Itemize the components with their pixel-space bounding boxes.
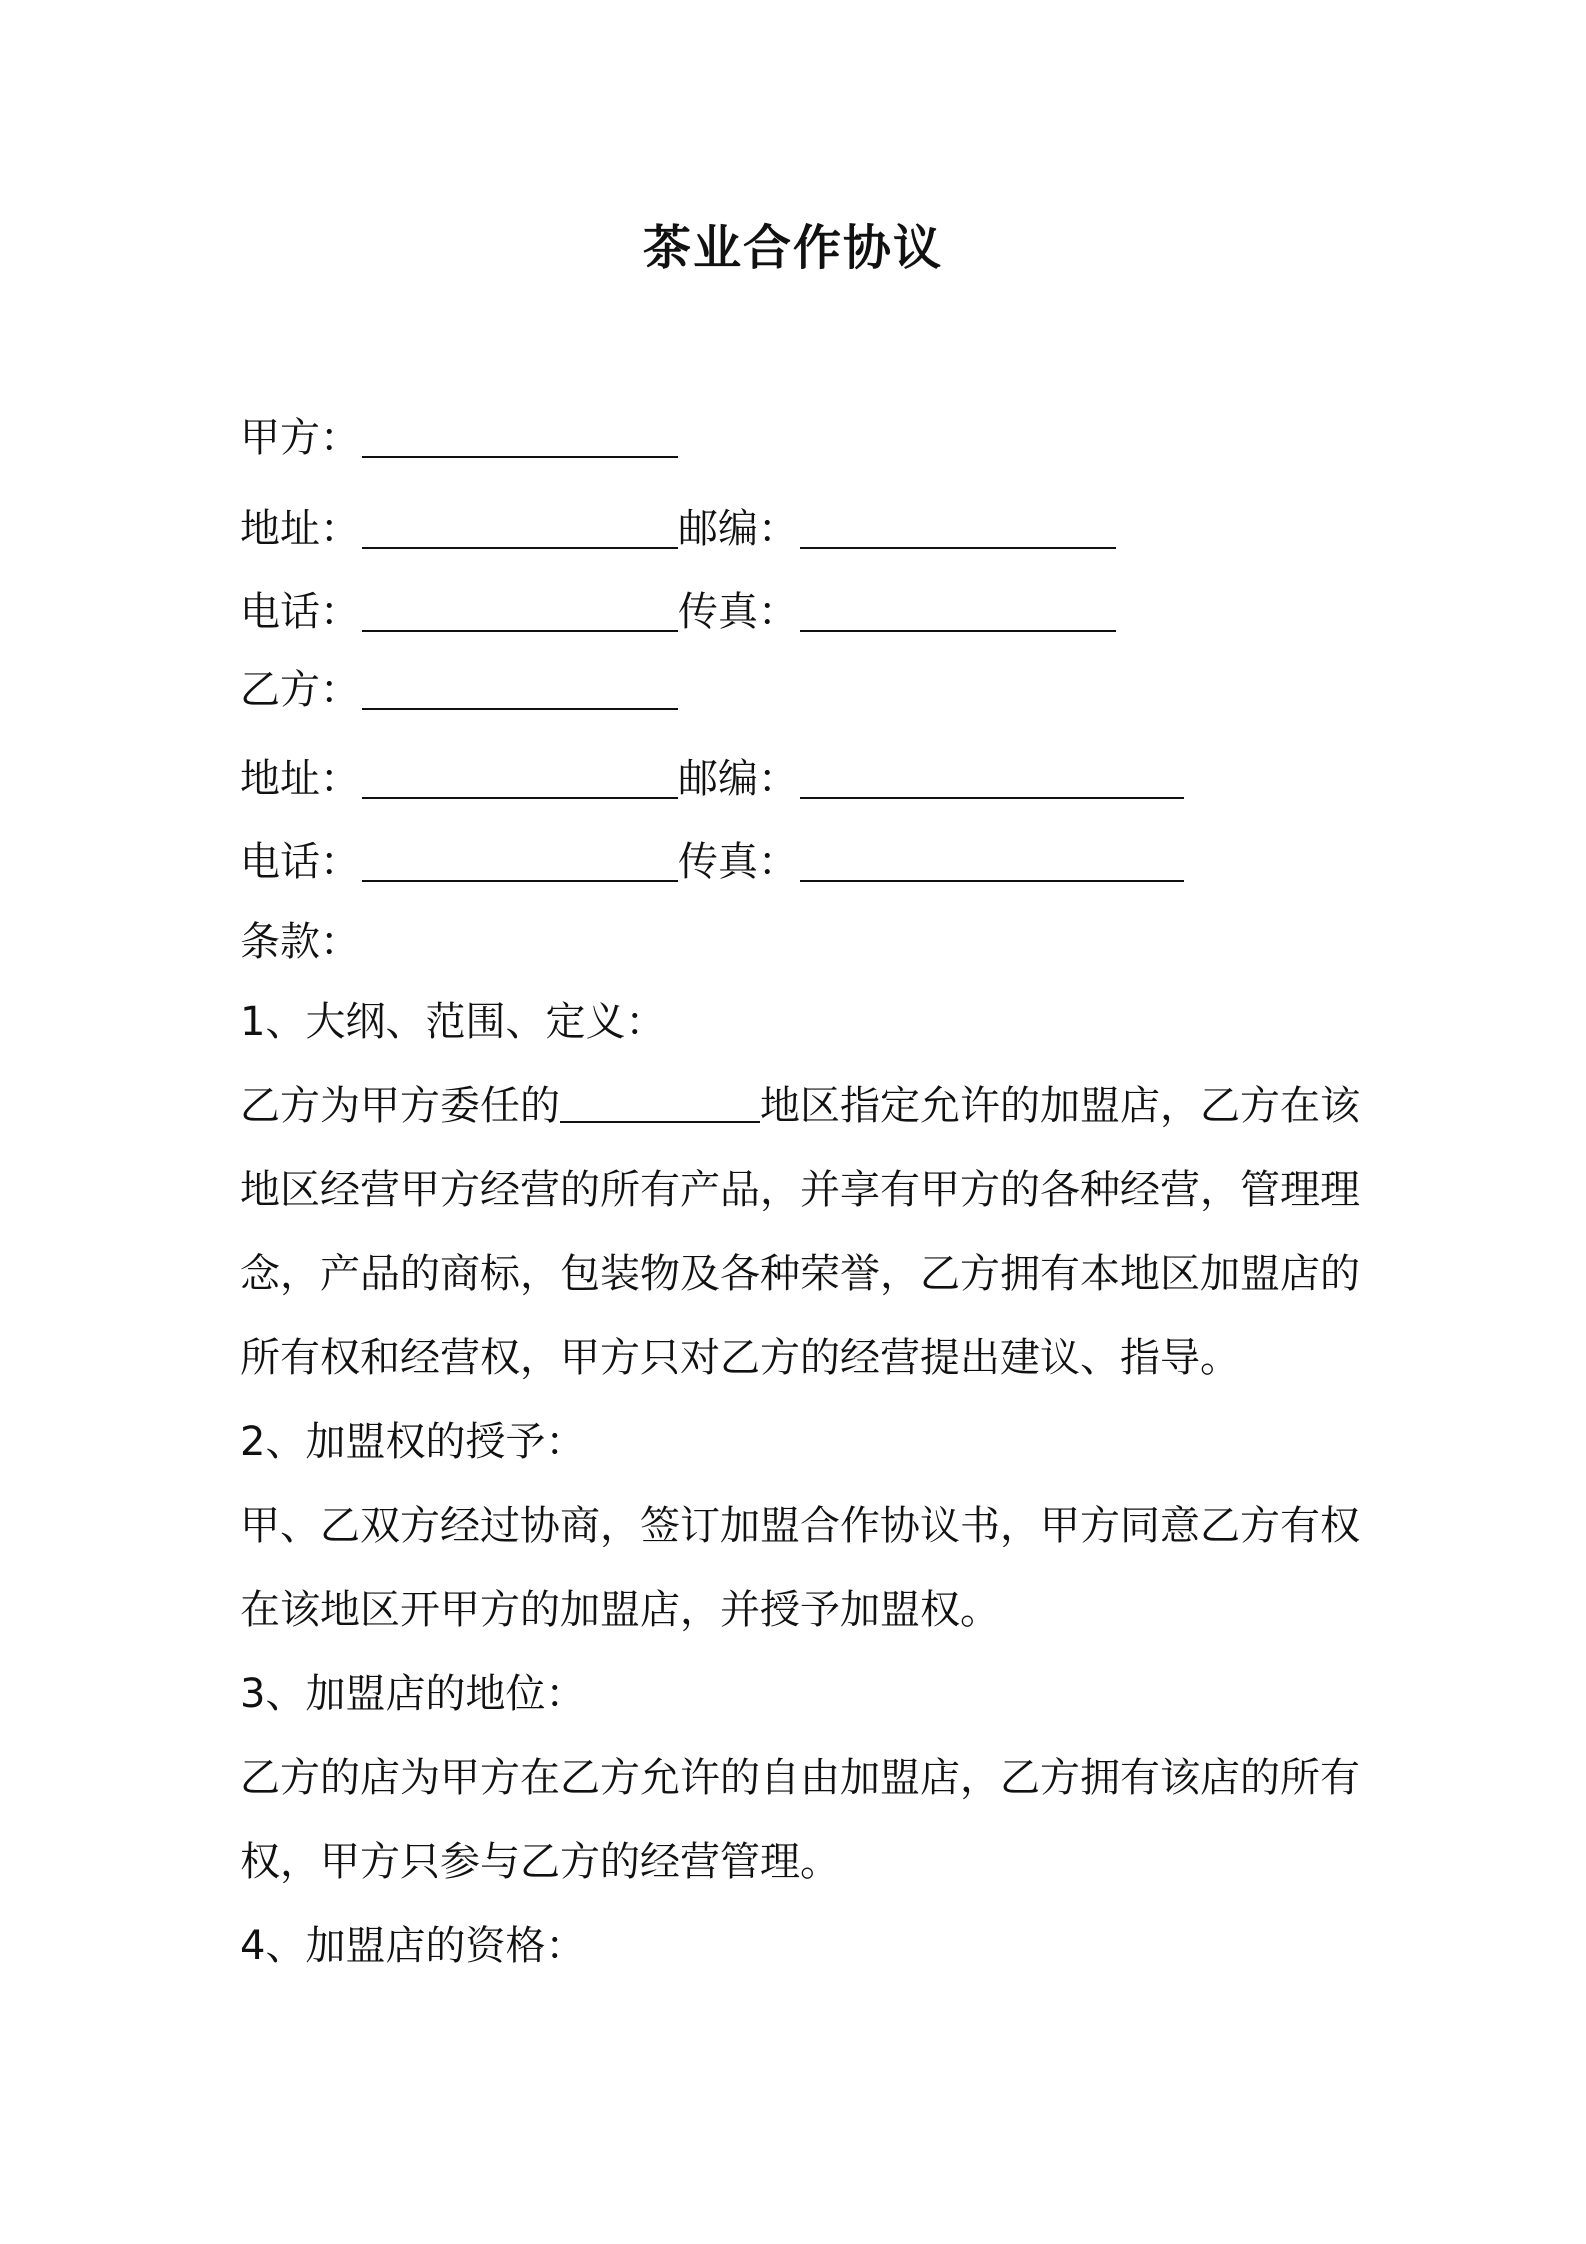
party-b-postcode-blank[interactable] xyxy=(800,797,1184,799)
paragraph-line: 甲、乙双方经过协商，签订加盟合作协议书，甲方同意乙方有权 xyxy=(240,1503,1360,1549)
paragraph-line: 念，产品的商标，包装物及各种荣誉，乙方拥有本地区加盟店的 xyxy=(240,1251,1360,1297)
party-b-fax-blank[interactable] xyxy=(800,880,1184,882)
party-b-fax-label: 传真： xyxy=(678,839,798,885)
section-2 xyxy=(240,1400,1360,1652)
party-a-address-label: 地址： xyxy=(240,506,360,552)
section-heading: 2、加盟权的授予： xyxy=(240,1419,586,1465)
party-a-fax-blank[interactable] xyxy=(800,630,1116,632)
party-a-phone-blank[interactable] xyxy=(362,630,678,632)
section-heading: 1、大纲、范围、定义： xyxy=(240,999,666,1045)
region-blank[interactable] xyxy=(560,1121,760,1123)
party-a-address-blank[interactable] xyxy=(362,547,678,549)
terms-label: 条款： xyxy=(240,919,360,965)
section-heading: 4、加盟店的资格： xyxy=(240,1923,586,1969)
paragraph-line: 地区经营甲方经营的所有产品，并享有甲方的各种经营，管理理 xyxy=(240,1167,1360,1213)
paragraph-text: 乙方为甲方委任的 xyxy=(240,1083,560,1129)
paragraph-line xyxy=(240,1064,1360,1148)
party-a-phone-label: 电话： xyxy=(240,589,360,635)
paragraph-line: 权，甲方只参与乙方的经营管理。 xyxy=(240,1839,840,1885)
party-b-name-blank[interactable] xyxy=(362,708,678,710)
paragraph-line: 乙方的店为甲方在乙方允许的自由加盟店，乙方拥有该店的所有 xyxy=(240,1755,1360,1801)
section-3 xyxy=(240,1652,1360,1904)
party-a-name-label: 甲方： xyxy=(240,415,360,461)
section-heading: 3、加盟店的地位： xyxy=(240,1671,586,1717)
paragraph-line: 所有权和经营权，甲方只对乙方的经营提出建议、指导。 xyxy=(240,1335,1240,1381)
party-a-postcode-blank[interactable] xyxy=(800,547,1116,549)
party-b-phone-label: 电话： xyxy=(240,839,360,885)
party-b-name-label: 乙方： xyxy=(240,667,360,713)
document-title: 茶业合作协议 xyxy=(642,220,943,276)
section-1 xyxy=(240,980,1360,1400)
paragraph-text: 地区指定允许的加盟店，乙方在该 xyxy=(760,1083,1360,1129)
section-4 xyxy=(240,1904,1360,1988)
party-b-phone-blank[interactable] xyxy=(362,880,678,882)
party-b-address-blank[interactable] xyxy=(362,797,678,799)
paragraph-line: 在该地区开甲方的加盟店，并授予加盟权。 xyxy=(240,1587,1000,1633)
party-b-address-label: 地址： xyxy=(240,756,360,802)
party-a-postcode-label: 邮编： xyxy=(678,506,798,552)
party-a-name-blank[interactable] xyxy=(362,456,678,458)
party-a-fax-label: 传真： xyxy=(678,589,798,635)
party-b-postcode-label: 邮编： xyxy=(678,756,798,802)
